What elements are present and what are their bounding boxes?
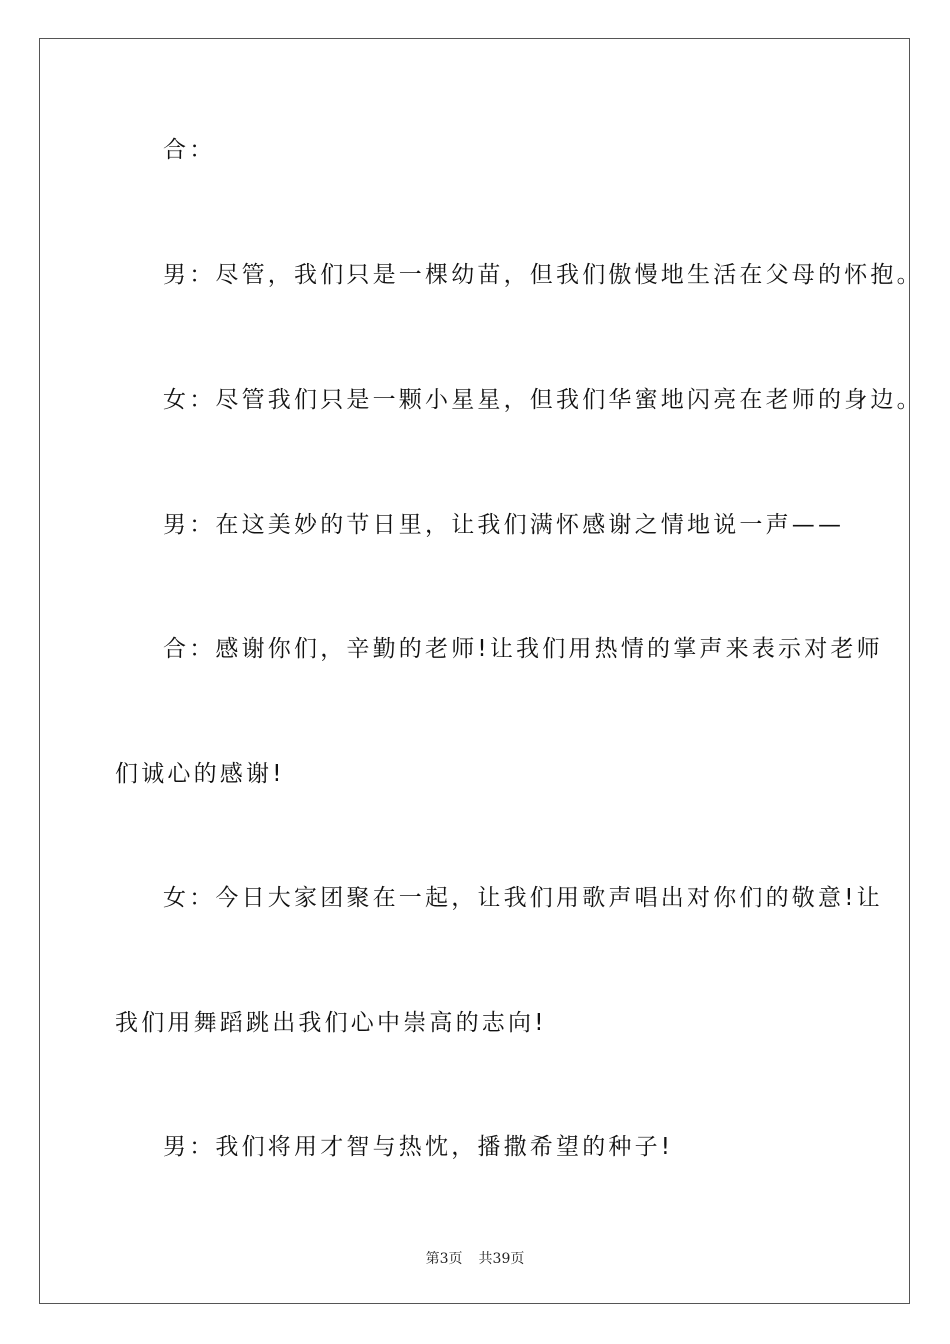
page-total: 共39页: [478, 1251, 525, 1267]
page-number: 第3页: [425, 1251, 463, 1267]
text-line: 男：我们将用才智与热忱，播撒希望的种子!: [163, 1134, 674, 1160]
text-line: 合：: [163, 137, 216, 163]
text-line: 们诚心的感谢!: [115, 761, 285, 787]
text-line: 合：感谢你们，辛勤的老师!让我们用热情的掌声来表示对老师: [163, 636, 883, 662]
text-line: 我们用舞蹈跳出我们心中崇高的志向!: [115, 1010, 547, 1036]
page-footer: [0, 1248, 950, 1268]
text-line: 女：今日大家团聚在一起，让我们用歌声唱出对你们的敬意!让: [163, 885, 883, 911]
text-line: 男：在这美妙的节日里，让我们满怀感谢之情地说一声——: [163, 512, 845, 538]
text-line: 男：尽管，我们只是一棵幼苗，但我们傲慢地生活在父母的怀抱。: [163, 262, 923, 288]
page-border: [39, 38, 910, 1304]
text-line: 女：尽管我们只是一颗小星星，但我们华蜜地闪亮在老师的身边。: [163, 387, 923, 413]
